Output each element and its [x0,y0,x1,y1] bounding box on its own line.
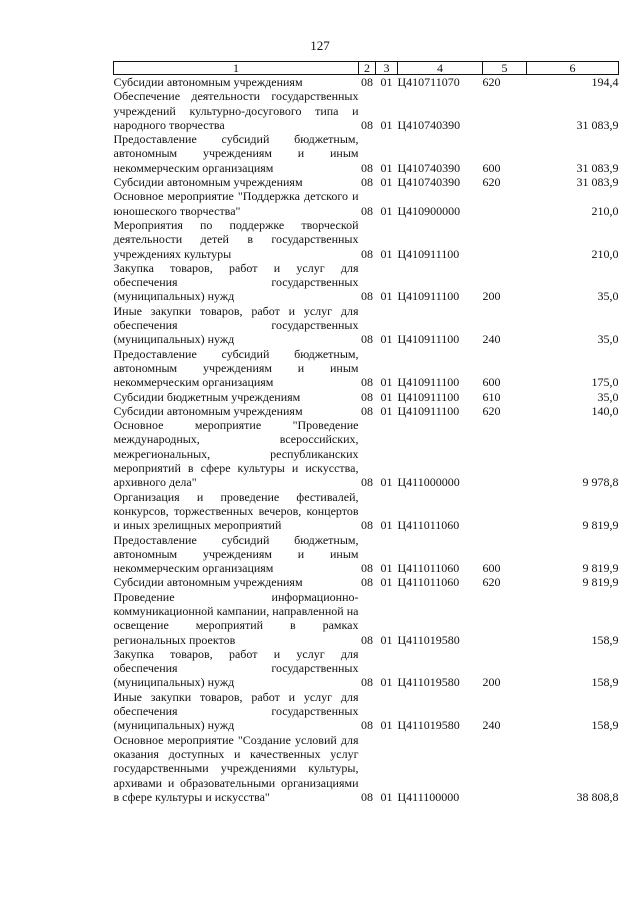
subsection-code: 01 [380,403,393,418]
subsection-code: 01 [380,289,393,304]
subsection-code: 01 [380,332,393,347]
subsection-code: 01 [380,518,393,533]
amount-value: 31 083,9 [576,117,619,132]
item-name: Основное мероприятие "Создание условий для оказания доступных и качественных услуг государственными учреждениями культуры, архивами и образовательными организациями в сфере культуры и искусства" [113,732,359,804]
section-code: 08 [361,403,373,418]
section-code: 08 [361,332,373,347]
expense-type-code: 620 [482,575,501,590]
expense-type-code [483,733,527,804]
subsection-code: 01 [380,475,393,490]
subsection-code: 01 [380,75,393,89]
target-article-code: Ц410740390 [397,117,461,132]
target-article-code: Ц411019580 [397,718,460,733]
amount-value: 158,9 [591,718,619,733]
item-name: Субсидии автономным учреждениям [113,75,303,89]
section-code: 08 [361,175,373,190]
subsection-code: 01 [380,175,393,190]
expense-type-code [483,418,527,489]
column-header: 4 [398,62,483,75]
expense-type-code: 600 [482,561,501,576]
amount-value: 35,0 [597,332,619,347]
budget-table [113,61,619,804]
section-code: 08 [361,561,373,576]
table-row [114,575,619,589]
table-row [114,218,619,261]
table-body [114,75,619,805]
table-row [114,132,619,175]
column-header: 3 [376,62,398,75]
target-article-code: Ц410911100 [397,246,460,261]
amount-value: 9 819,9 [582,518,619,533]
amount-value: 158,9 [591,632,619,647]
subsection-code: 01 [380,632,393,647]
table-row [114,347,619,390]
subsection-code: 01 [380,789,393,804]
expense-type-code [483,189,527,218]
subsection-code: 01 [380,575,393,590]
target-article-code: Ц411011060 [397,561,460,576]
item-name: Иные закупки товаров, работ и услуг для обеспечения государственных (муниципальных) нужд [113,689,359,733]
item-name: Организация и проведение фестивалей, конкурсов, торжественных вечеров, концертов и иных зрелищных мероприятий [113,489,359,533]
table-row [114,390,619,404]
amount-value: 35,0 [597,289,619,304]
expense-type-code: 620 [482,75,501,89]
section-code: 08 [361,789,373,804]
table-row [114,690,619,733]
table-row [114,189,619,218]
item-name: Субсидии автономным учреждениям [113,403,303,418]
amount-value: 140,0 [591,403,619,418]
item-name: Мероприятия по поддержке творческой деятельности детей в государственных учреждениях культуры [113,217,359,261]
section-code: 08 [361,203,373,218]
item-name: Иные закупки товаров, работ и услуг для обеспечения государственных (муниципальных) нужд [113,303,359,347]
section-code: 08 [361,246,373,261]
amount-value: 9 819,9 [582,575,619,590]
table-row [114,733,619,804]
expense-type-code [483,590,527,647]
subsection-code: 01 [380,561,393,576]
target-article-code: Ц410911100 [397,403,460,418]
expense-type-code: 620 [482,403,501,418]
section-code: 08 [361,718,373,733]
expense-type-code: 600 [482,160,501,175]
expense-type-code [483,218,527,261]
table-row [114,490,619,533]
table-row [114,418,619,489]
target-article-code: Ц410900000 [397,203,461,218]
subsection-code: 01 [380,718,393,733]
section-code: 08 [361,117,373,132]
amount-value: 158,9 [591,675,619,690]
section-code: 08 [361,160,373,175]
item-name: Проведение информационно-коммуникационной кампании, направленной на освещение мероприятий в рамках региональных проектов [113,589,359,647]
table-row [114,533,619,576]
expense-type-code [483,490,527,533]
expense-type-code: 240 [482,718,501,733]
subsection-code: 01 [380,389,393,404]
amount-value: 9 978,8 [582,475,619,490]
item-name: Обеспечение деятельности государственных учреждений культурно-досугового типа и народного творчества [113,89,359,132]
subsection-code: 01 [380,203,393,218]
amount-value: 31 083,9 [576,175,619,190]
target-article-code: Ц410711070 [397,75,460,89]
section-code: 08 [361,575,373,590]
table-header-row [114,62,619,75]
amount-value: 38 808,8 [576,789,619,804]
section-code: 08 [361,375,373,390]
section-code: 08 [361,475,373,490]
table-row [114,647,619,690]
subsection-code: 01 [380,246,393,261]
item-name: Предоставление субсидий бюджетным, автономным учреждениям и иным некоммерческим организациям [113,346,359,390]
expense-type-code: 200 [482,289,501,304]
section-code: 08 [361,518,373,533]
item-name: Субсидии бюджетным учреждениям [113,389,301,404]
expense-type-code: 200 [482,675,501,690]
table-row [114,175,619,189]
target-article-code: Ц410911100 [397,389,460,404]
item-name: Основное мероприятие "Поддержка детского и юношеского творчества" [113,189,359,218]
target-article-code: Ц411019580 [397,675,460,690]
target-article-code: Ц411000000 [397,475,460,490]
subsection-code: 01 [380,375,393,390]
page-number: 127 [310,38,330,53]
amount-value: 35,0 [597,389,619,404]
expense-type-code: 600 [482,375,501,390]
target-article-code: Ц411100000 [397,789,460,804]
section-code: 08 [361,675,373,690]
expense-type-code: 620 [482,175,501,190]
item-name: Субсидии автономным учреждениям [113,175,303,190]
target-article-code: Ц410740390 [397,175,461,190]
subsection-code: 01 [380,675,393,690]
item-name: Основное мероприятие "Проведение международных, всероссийских, межрегиональных, республиканских мероприятий в сфере культуры и искусства, архивного дела" [113,418,359,490]
column-header: 2 [359,62,376,75]
amount-value: 210,0 [591,246,619,261]
table-row [114,89,619,132]
target-article-code: Ц410911100 [397,375,460,390]
target-article-code: Ц410740390 [397,160,461,175]
expense-type-code [483,89,527,132]
subsection-code: 01 [380,117,393,132]
target-article-code: Ц411011060 [397,575,460,590]
amount-value: 9 819,9 [582,561,619,576]
item-name: Закупка товаров, работ и услуг для обеспечения государственных (муниципальных) нужд [113,260,359,304]
section-code: 08 [361,75,373,89]
item-name: Предоставление субсидий бюджетным, автономным учреждениям и иным некоммерческим организациям [113,132,359,175]
table-row [114,75,619,90]
target-article-code: Ц410911100 [397,289,460,304]
table-row [114,261,619,304]
expense-type-code: 610 [482,389,501,404]
amount-value: 194,4 [591,75,619,89]
amount-value: 175,0 [591,375,619,390]
section-code: 08 [361,389,373,404]
table-row [114,590,619,647]
section-code: 08 [361,632,373,647]
expense-type-code: 240 [482,332,501,347]
amount-value: 210,0 [591,203,619,218]
item-name: Предоставление субсидий бюджетным, автономным учреждениям и иным некоммерческим организациям [113,532,359,576]
item-name: Закупка товаров, работ и услуг для обеспечения государственных (муниципальных) нужд [113,646,359,690]
column-header: 5 [483,62,527,75]
column-header: 1 [114,62,359,75]
target-article-code: Ц411011060 [397,518,460,533]
target-article-code: Ц411019580 [397,632,460,647]
amount-value: 31 083,9 [576,160,619,175]
column-header: 6 [527,62,619,75]
table-row [114,404,619,418]
target-article-code: Ц410911100 [397,332,460,347]
section-code: 08 [361,289,373,304]
table-row [114,304,619,347]
subsection-code: 01 [380,160,393,175]
item-name: Субсидии автономным учреждениям [113,575,303,590]
